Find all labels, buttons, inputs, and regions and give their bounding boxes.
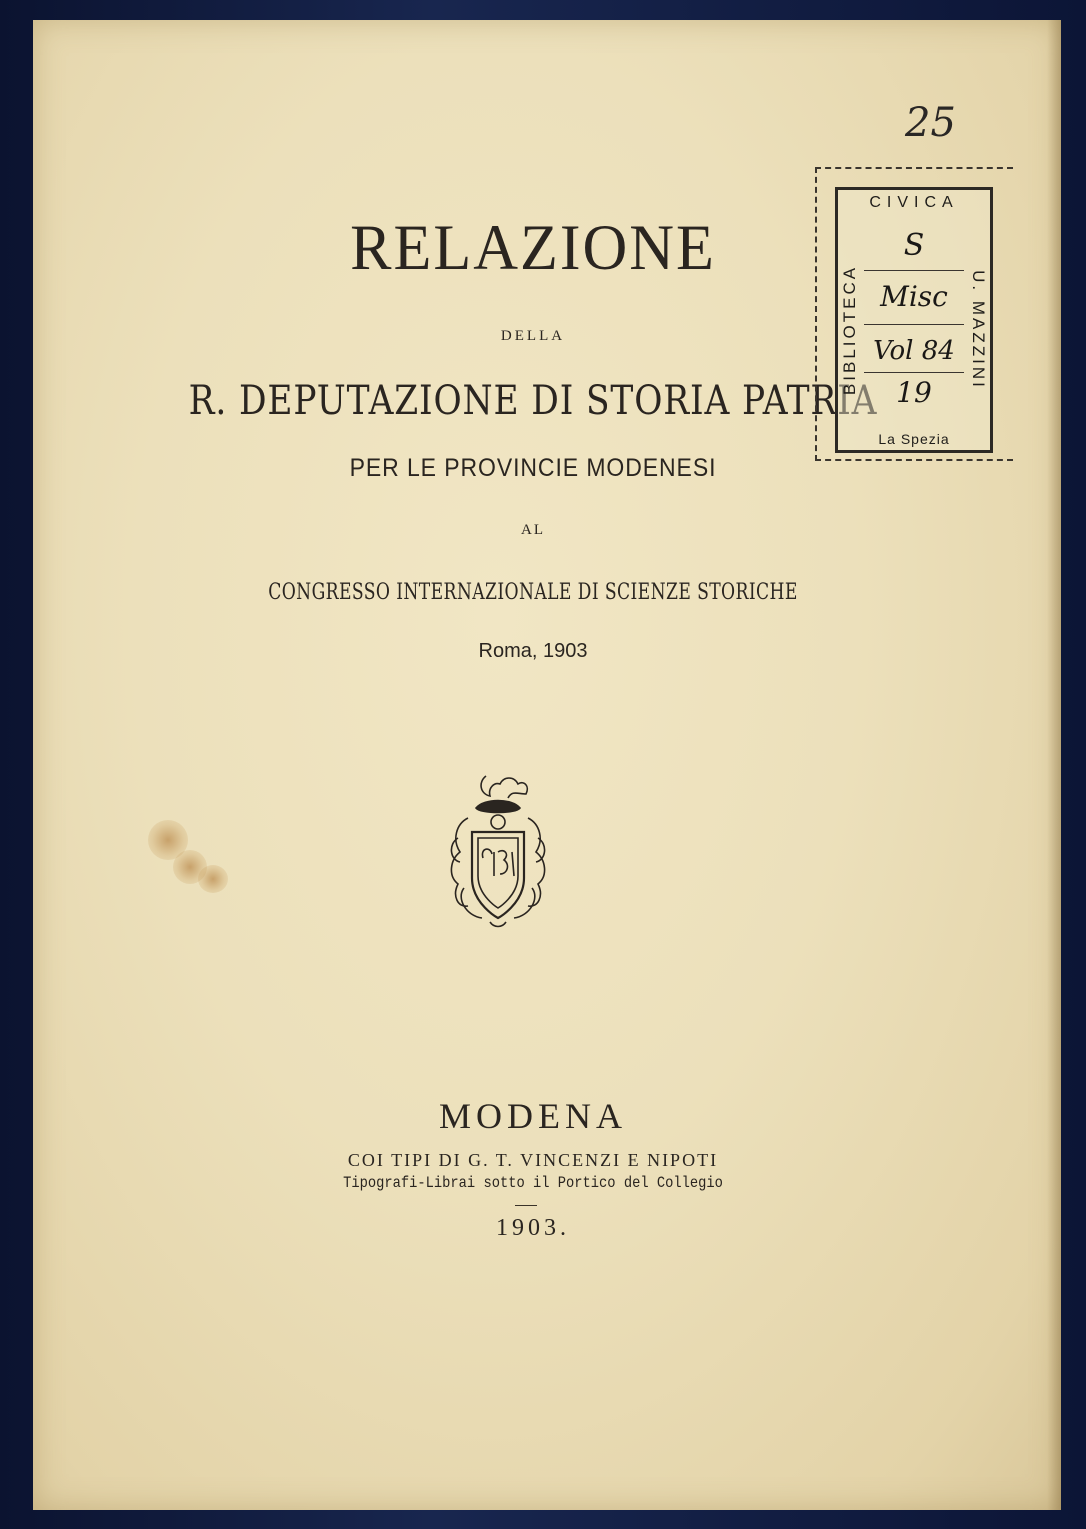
cover-title: RELAZIONE bbox=[350, 212, 716, 284]
label-rule bbox=[864, 270, 964, 271]
coat-of-arms-printer-mark-icon bbox=[438, 768, 558, 938]
label-rule bbox=[864, 324, 964, 325]
library-label-left: BIBLIOTECA bbox=[840, 264, 859, 396]
label-handwritten-line: Vol 84 bbox=[873, 336, 955, 366]
imprint-divider bbox=[515, 1205, 537, 1206]
library-label bbox=[815, 167, 1013, 461]
label-handwritten-line: S bbox=[903, 228, 925, 263]
label-rule bbox=[864, 372, 964, 373]
cover-region: PER LE PROVINCIE MODENESI bbox=[349, 454, 717, 482]
page-edge bbox=[1047, 20, 1061, 1510]
cover-institution: R. DEPUTAZIONE DI STORIA PATRIA bbox=[188, 378, 878, 424]
foxing-stain bbox=[198, 865, 228, 893]
cover-al: AL bbox=[521, 522, 545, 538]
imprint-printer: COI TIPI DI G. T. VINCENZI E NIPOTI bbox=[347, 1150, 719, 1170]
library-label-bottom: La Spezia bbox=[878, 431, 950, 447]
imprint-city: MODENA bbox=[439, 1096, 627, 1136]
imprint-year: 1903. bbox=[496, 1215, 570, 1241]
library-label-handwriting bbox=[864, 218, 964, 424]
handwritten-shelfmark: 25 bbox=[905, 100, 956, 146]
library-label-top: CIVICA bbox=[869, 194, 959, 211]
library-label-right: U. MAZZINI bbox=[969, 270, 988, 390]
cover-place-date: Roma, 1903 bbox=[478, 640, 588, 662]
label-handwritten-line: 19 bbox=[896, 376, 932, 409]
cover-della: DELLA bbox=[500, 328, 566, 344]
label-handwritten-line: Misc bbox=[880, 280, 948, 313]
imprint-printer-detail: Tipografi-Librai sotto il Portico del Collegio bbox=[343, 1174, 723, 1192]
cover-congress: CONGRESSO INTERNAZIONALE DI SCIENZE STORICHE bbox=[268, 580, 798, 605]
library-label-frame bbox=[835, 187, 993, 453]
